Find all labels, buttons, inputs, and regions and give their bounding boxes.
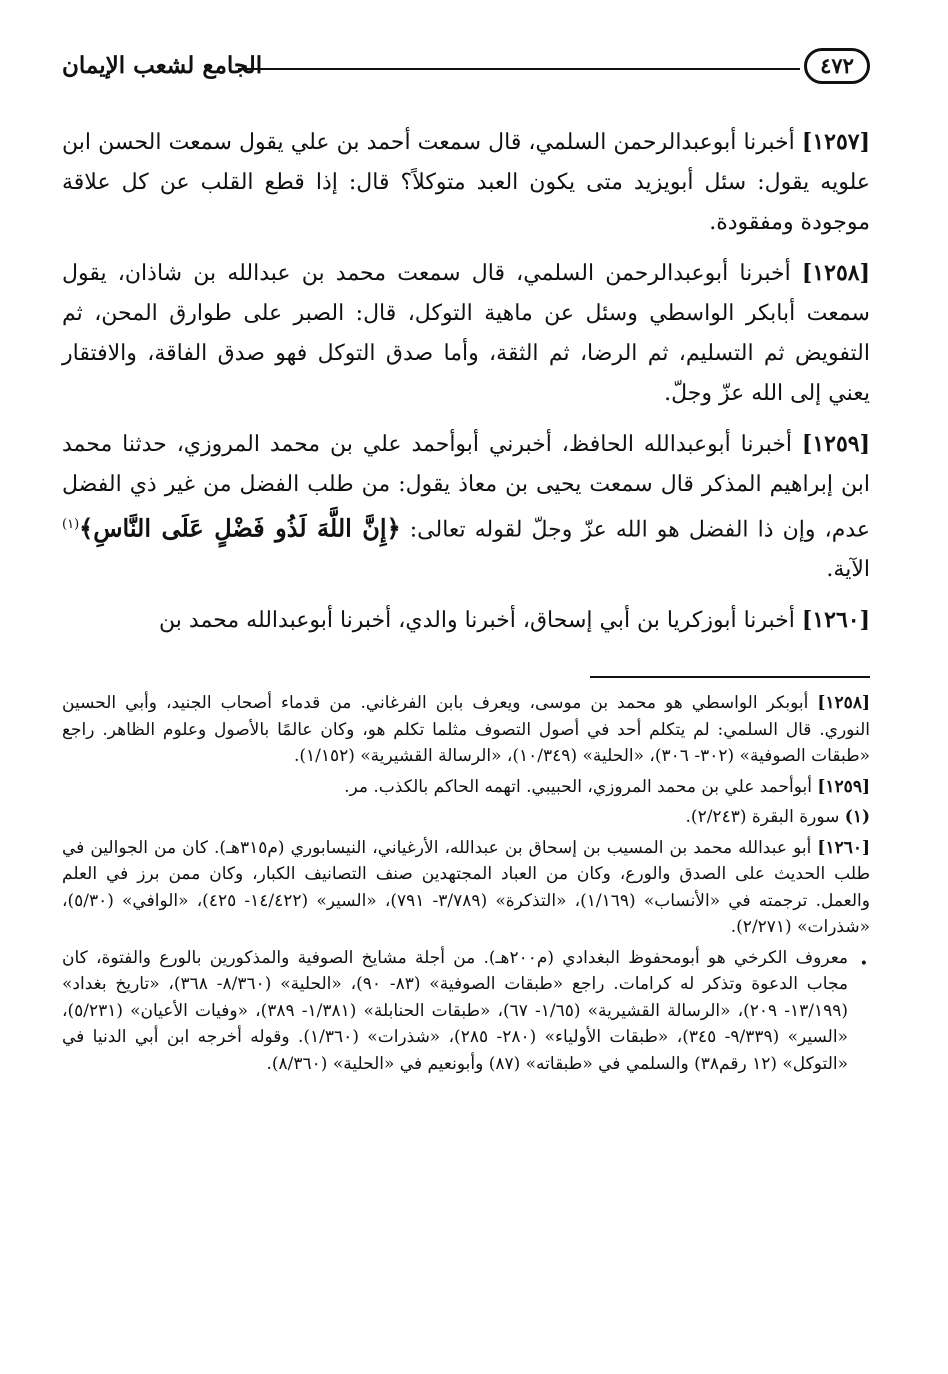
footnote-number: (١) [844,807,870,827]
footnote-text: معروف الكرخي هو أبومحفوظ البغدادي (م٢٠٠هـ). من أجلة مشايخ الصوفية والمذكورين بالورع والفتوة، كان مجاب الدعوة وتذكر له كرامات. راجع «طبقات الصوفية» (٨٣- ٩٠)، «الحلية» (٨/٣٦٠- ٣٦٨)، «تاريخ بغداد» (١٣/١٩٩- ٢٠٩)، «الرسالة القشيرية» (١/٦٥- ٦٧)، «طبقات الحنابلة» (١/٣٨١- ٣٨٩)، «وفيات الأعيان» (٥/٢٣١)، «السير» (٩/٣٣٩- ٣٤٥)، «طبقات الأولياء» (٢٨٠- ٢٨٥)، «شذرات» (١/٣٦٠). وقوله أخرجه ابن أبي الدنيا في «التوكل» (١٢ رقم٣٨) والسلمي في «طبقاته» (٨٧) وأبونعيم في «الحلية» (٨/٣٦٠). [62,947,849,1074]
footnote-number: [١٢٦٠] [817,837,871,858]
paragraph-number: [١٢٥٩] [801,431,870,457]
footnote-text: أبوبكر الواسطي هو محمد بن موسى، ويعرف بابن الفرغاني. من قدماء أصحاب الجنيد، وأبي الحسين النوري. قال السلمي: لم يتكلم أحد في أصول التصوف مثلما تكلم هو، وكان عالمًا بالأصول وعلوم الظاهر. راجع «طبقات الصوفية» (٣٠٢- ٣٠٦)، «الحلية» (١٠/٣٤٩)، «الرسالة القشيرية» (١/١٥٢). [62,693,870,766]
footnote-bullet-maruf [62,945,870,1078]
paragraph-number: [١٢٦٠] [801,607,870,634]
footnote-text: أبوأحمد علي بن محمد المروزي، الحبيبي. اتهمه الحاكم بالكذب. مر. [344,776,812,797]
footnote-1260 [62,835,870,941]
paragraph-text: أخبرنا أبوزكريا بن أبي إسحاق، أخبرنا والدي، أخبرنا أبوعبدالله محمد بن [159,608,795,634]
paragraph-number: [١٢٥٨] [801,260,870,286]
footnote-text: سورة البقرة (٢/٢٤٣). [685,807,840,827]
quran-verse: ﴿إِنَّ اللَّهَ لَذُو فَضْلٍ عَلَى النَّاسِ﴾ [79,513,401,543]
footnote-text: أبو عبدالله محمد بن المسيب بن إسحاق بن عبدالله، الأرغياني، النيسابوري (م٣١٥هـ). كان من الجوالين في طلب الحديث على الصدق والورع، وكان من العباد المجتهدين صنف التصانيف الكبار، وكان ممن برز في العلم والعمل. ترجمته في «الأنساب» (١/١٦٩)، «التذكرة» (٣/٧٨٩- ٧٩١)، «السير» (١٤/٤٢٢- ٤٢٥)، «الوافي» (٥/٣٠)، «شذرات» (٢/٢٧١). [62,837,870,937]
header-divider [238,68,800,70]
paragraph-1259 [62,424,870,590]
footnote-ref[interactable]: (١) [62,517,80,532]
footnote-1258 [62,690,870,770]
footnote-1 [62,804,870,831]
footnote-1259 [62,774,870,801]
main-text [62,122,870,651]
footnote-number: [١٢٥٨] [817,693,870,713]
paragraph-1258 [62,253,870,414]
footnote-divider [590,676,870,678]
page-header [62,40,870,104]
paragraph-1260 [62,600,870,641]
paragraph-text: أخبرنا أبوعبدالرحمن السلمي، قال سمعت أحمد بن علي يقول سمعت الحسن ابن علويه يقول: سئل أبويزيد متى يكون العبد متوكلاً؟ قال: إذا قطع القلب عن كل علاقة موجودة ومفقودة. [62,130,870,235]
paragraph-1257 [62,122,870,243]
footnotes-section [62,690,870,1081]
paragraph-text-after: الآية. [826,557,870,583]
footnote-number: [١٢٥٩] [817,776,870,797]
paragraph-text: أخبرنا أبوعبدالرحمن السلمي، قال سمعت محمد بن عبدالله بن شاذان، يقول سمعت أبابكر الواسطي وسئل عن ماهية التوكل، قال: الصبر على طوارق المحن، ثم التفويض ثم التسليم، ثم الرضا، ثم الثقة، وأما صدق التوكل فهو صدق الفاقة، والافتقار يعني إلى الله عزّ وجلّ. [62,261,870,406]
paragraph-number: [١٢٥٧] [801,129,870,155]
bullet-icon: • [859,955,868,972]
book-title: الجامع لشعب الإيمان [62,52,263,79]
paragraph-text: أخبرنا أبوعبدالله الحافظ، أخبرني أبوأحمد علي بن محمد المروزي، حدثنا محمد ابن إبراهيم المذكر قال سمعت يحيى بن معاذ يقول: من طلب الفضل من غير ذي الفضل عدم، وإن ذا الفضل هو الله عزّ وجلّ لقوله تعالى: [62,432,870,543]
page-number: ٤٧٢ [804,48,870,84]
book-page [62,40,870,1340]
